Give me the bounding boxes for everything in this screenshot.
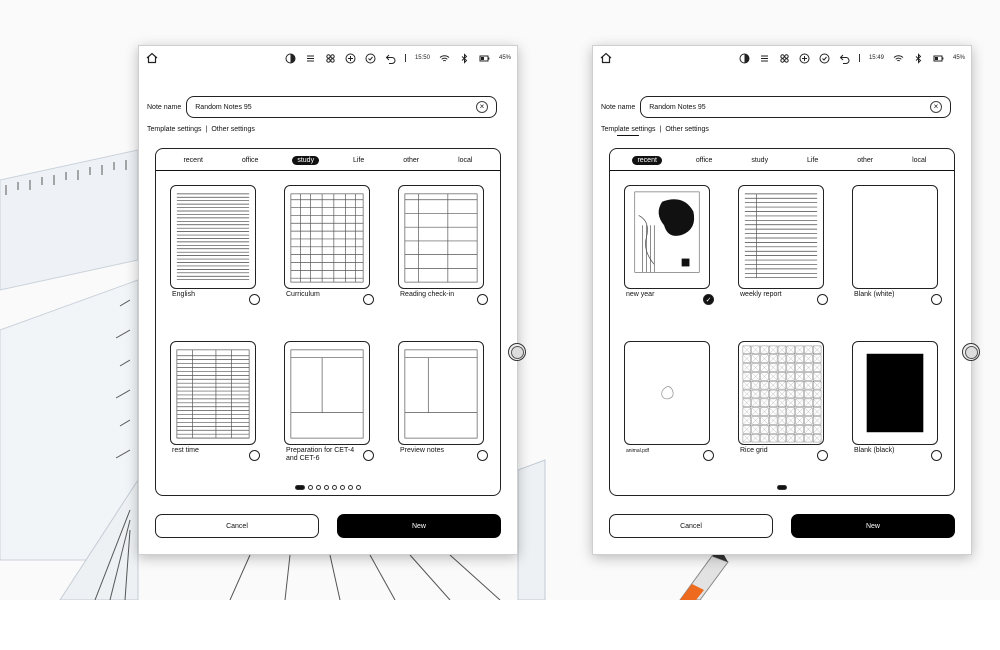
template-panel xyxy=(609,148,955,496)
preview-notes-table-thumbnail[interactable] xyxy=(398,341,484,445)
apps-icon[interactable] xyxy=(779,53,790,64)
cancel-button[interactable]: Cancel xyxy=(155,514,319,538)
contrast-icon[interactable] xyxy=(285,53,296,64)
status-bar xyxy=(593,46,971,70)
template-label: animal.pdf xyxy=(626,448,650,454)
note-name-label: Note name xyxy=(147,103,182,111)
template-caption xyxy=(852,291,942,313)
note-name-value: Random Notes 95 xyxy=(649,103,706,111)
page-dot[interactable] xyxy=(340,485,345,490)
status-divider xyxy=(859,54,860,62)
template-grid xyxy=(170,185,486,469)
select-radio[interactable] xyxy=(817,450,828,461)
template-item[interactable] xyxy=(738,341,824,469)
select-radio[interactable] xyxy=(477,294,488,305)
template-label: Reading check-in xyxy=(400,291,455,298)
template-caption xyxy=(398,447,488,469)
contrast-icon[interactable] xyxy=(739,53,750,64)
note-name-label: Note name xyxy=(601,103,636,111)
template-label: Blank (black) xyxy=(854,447,895,454)
battery-percent: 45% xyxy=(952,55,965,61)
select-radio[interactable] xyxy=(931,450,942,461)
rest-time-table-thumbnail[interactable] xyxy=(170,341,256,445)
page-turn-handle[interactable] xyxy=(508,343,526,361)
new-button[interactable]: New xyxy=(791,514,955,538)
new-button[interactable]: New xyxy=(337,514,501,538)
prep-table-thumbnail[interactable] xyxy=(284,341,370,445)
clock-time: 15:49 xyxy=(868,55,884,61)
template-caption xyxy=(170,447,260,469)
tab-life[interactable]: Life xyxy=(806,157,819,164)
add-circle-icon[interactable] xyxy=(345,53,356,64)
clock-time: 15:50 xyxy=(414,55,430,61)
tab-recent[interactable]: recent xyxy=(632,156,661,165)
template-caption xyxy=(624,447,714,469)
settings-tabs xyxy=(601,126,709,133)
template-caption xyxy=(738,291,828,313)
template-label: weekly report xyxy=(740,291,782,298)
new-year-art-thumbnail[interactable] xyxy=(624,185,710,289)
page-dot[interactable] xyxy=(356,485,361,490)
bluetooth-icon xyxy=(459,53,470,64)
tab-other[interactable]: other xyxy=(857,157,874,164)
template-item[interactable] xyxy=(284,185,370,313)
template-caption xyxy=(738,447,828,469)
page-dot[interactable] xyxy=(308,485,313,490)
page-dot[interactable] xyxy=(295,485,305,490)
note-name-input[interactable] xyxy=(640,96,951,118)
home-icon[interactable] xyxy=(145,51,159,65)
template-panel xyxy=(155,148,501,496)
home-icon[interactable] xyxy=(599,51,613,65)
select-radio[interactable] xyxy=(477,450,488,461)
tab-separator: | xyxy=(659,126,662,133)
template-caption xyxy=(852,447,942,469)
page-dot[interactable] xyxy=(332,485,337,490)
template-caption xyxy=(624,291,714,313)
page-dot[interactable] xyxy=(316,485,321,490)
category-tabs xyxy=(610,155,954,171)
template-item[interactable] xyxy=(624,185,710,313)
template-item[interactable] xyxy=(738,185,824,313)
lined-page-thumbnail[interactable] xyxy=(170,185,256,289)
page-dot[interactable] xyxy=(324,485,329,490)
select-radio[interactable]: ✓ xyxy=(703,294,714,305)
tab-local[interactable]: local xyxy=(458,157,473,164)
template-item[interactable] xyxy=(624,341,710,469)
template-item[interactable] xyxy=(398,341,484,469)
select-radio[interactable] xyxy=(363,450,374,461)
apps-icon[interactable] xyxy=(325,53,336,64)
clear-icon[interactable]: × xyxy=(930,101,942,113)
blank-black-thumbnail[interactable] xyxy=(852,341,938,445)
template-item[interactable] xyxy=(170,185,256,313)
status-divider xyxy=(405,54,406,62)
template-item[interactable] xyxy=(284,341,370,469)
check-circle-icon[interactable] xyxy=(819,53,830,64)
rice-grid-thumbnail[interactable] xyxy=(738,341,824,445)
tab-office[interactable]: office xyxy=(695,157,713,164)
tab-study[interactable]: study xyxy=(751,157,769,164)
menu-icon[interactable] xyxy=(305,53,316,64)
category-tabs xyxy=(156,155,500,171)
select-radio[interactable] xyxy=(363,294,374,305)
bluetooth-icon xyxy=(913,53,924,64)
check-circle-icon[interactable] xyxy=(365,53,376,64)
template-grid xyxy=(624,185,940,469)
tab-other[interactable]: other xyxy=(403,157,420,164)
page-indicator xyxy=(156,485,500,490)
animal-pdf-thumbnail[interactable] xyxy=(624,341,710,445)
clear-icon[interactable]: × xyxy=(476,101,488,113)
timetable-grid-thumbnail[interactable] xyxy=(284,185,370,289)
template-label: new year xyxy=(626,291,655,298)
template-item[interactable] xyxy=(398,185,484,313)
battery-percent: 45% xyxy=(498,55,511,61)
settings-tabs xyxy=(147,126,255,133)
back-icon[interactable] xyxy=(839,53,850,64)
battery-icon xyxy=(479,53,490,64)
select-radio[interactable] xyxy=(249,450,260,461)
page-dot[interactable] xyxy=(777,485,787,490)
page-turn-handle[interactable] xyxy=(962,343,980,361)
tab-other-settings[interactable]: Other settings xyxy=(211,126,255,133)
add-circle-icon[interactable] xyxy=(799,53,810,64)
weekly-report-table-thumbnail[interactable] xyxy=(738,185,824,289)
template-caption xyxy=(284,291,374,313)
menu-icon[interactable] xyxy=(759,53,770,64)
cancel-button[interactable]: Cancel xyxy=(609,514,773,538)
template-label: rest time xyxy=(172,447,199,454)
status-bar xyxy=(139,46,517,70)
wifi-icon xyxy=(439,53,450,64)
template-item[interactable] xyxy=(170,341,256,469)
template-label: Blank (white) xyxy=(854,291,895,298)
tab-life[interactable]: Life xyxy=(352,157,365,164)
tab-template-settings[interactable]: Template settings xyxy=(147,126,202,133)
template-item[interactable] xyxy=(852,185,938,313)
template-caption xyxy=(398,291,488,313)
battery-icon xyxy=(933,53,944,64)
tablet-right xyxy=(592,45,972,555)
note-name-row xyxy=(147,96,497,118)
select-radio[interactable] xyxy=(817,294,828,305)
template-caption xyxy=(170,291,260,313)
tablet-left xyxy=(138,45,518,555)
tab-separator: | xyxy=(205,126,208,133)
tab-study[interactable]: study xyxy=(292,156,319,165)
note-name-row xyxy=(601,96,951,118)
page-indicator xyxy=(610,485,954,490)
checkin-table-thumbnail[interactable] xyxy=(398,185,484,289)
note-name-input[interactable] xyxy=(186,96,497,118)
template-caption xyxy=(284,447,374,469)
template-label: Preparation for CET-4 and CET-6 xyxy=(286,447,355,462)
back-icon[interactable] xyxy=(385,53,396,64)
note-name-value: Random Notes 95 xyxy=(195,103,252,111)
tab-recent[interactable]: recent xyxy=(183,157,203,164)
tab-template-settings[interactable]: Template settings xyxy=(601,126,656,133)
tab-other-settings[interactable]: Other settings xyxy=(665,126,709,133)
template-label: Rice grid xyxy=(740,447,768,454)
page-dot[interactable] xyxy=(348,485,353,490)
blank-white-thumbnail[interactable] xyxy=(852,185,938,289)
template-label: Preview notes xyxy=(400,447,444,454)
wifi-icon xyxy=(893,53,904,64)
template-label: Curriculum xyxy=(286,291,320,298)
tab-office[interactable]: office xyxy=(241,157,259,164)
select-radio[interactable] xyxy=(931,294,942,305)
select-radio[interactable] xyxy=(703,450,714,461)
template-item[interactable] xyxy=(852,341,938,469)
template-label: English xyxy=(172,291,195,298)
select-radio[interactable] xyxy=(249,294,260,305)
tab-local[interactable]: local xyxy=(912,157,927,164)
